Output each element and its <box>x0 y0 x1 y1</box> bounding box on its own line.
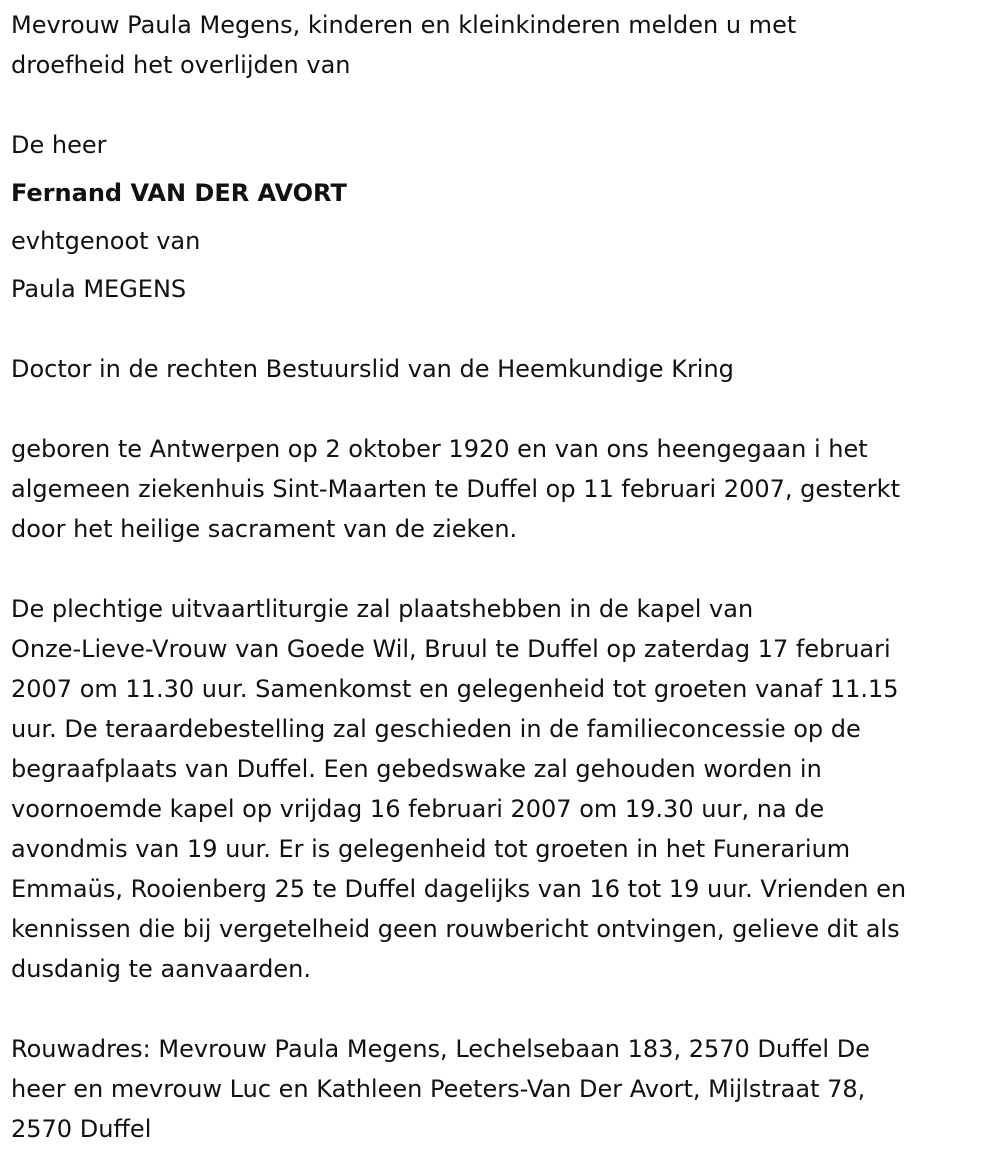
deceased-name: Fernand VAN DER AVORT <box>11 179 347 207</box>
spacer <box>11 549 996 589</box>
intro-line: Mevrouw Paula Megens, kinderen en kleinkinderen melden u met <box>11 11 797 39</box>
paragraph-line: De plechtige uitvaartliturgie zal plaatshebben in de kapel van <box>11 595 754 623</box>
paragraph-line: geboren te Antwerpen op 2 oktober 1920 en van ons heengegaan i het <box>11 435 868 463</box>
paragraph-line: voornoemde kapel op vrijdag 16 februari 2007 om 19.30 uur, na de <box>11 795 825 823</box>
birth-death-paragraph <box>11 429 996 549</box>
spacer <box>11 85 996 125</box>
titles-paragraph <box>11 349 996 389</box>
paragraph-line: door het heilige sacrament van de zieken. <box>11 515 518 543</box>
funeral-paragraph <box>11 589 996 989</box>
spacer <box>11 989 996 1029</box>
paragraph-line: 2007 om 11.30 uur. Samenkomst en gelegenheid tot groeten vanaf 11.15 <box>11 675 899 703</box>
paragraph-line: avondmis van 19 uur. Er is gelegenheid tot groeten in het Funerarium <box>11 835 851 863</box>
relation-text: evhtgenoot van <box>11 227 201 255</box>
deceased-block <box>11 125 996 309</box>
address-paragraph <box>11 1029 996 1149</box>
paragraph-line: dusdanig te aanvaarden. <box>11 955 311 983</box>
paragraph-line: Onze-Lieve-Vrouw van Goede Wil, Bruul te Duffel op zaterdag 17 februari <box>11 635 891 663</box>
paragraph-line: 2570 Duffel <box>11 1115 152 1143</box>
intro-paragraph <box>11 5 996 85</box>
obituary-document <box>11 5 996 1149</box>
paragraph-line: Emmaüs, Rooienberg 25 te Duffel dagelijks van 16 tot 19 uur. Vrienden en <box>11 875 907 903</box>
salutation: De heer <box>11 131 107 159</box>
intro-line: droefheid het overlijden van <box>11 51 351 79</box>
paragraph-line: Rouwadres: Mevrouw Paula Megens, Lechelsebaan 183, 2570 Duffel De <box>11 1035 870 1063</box>
spacer <box>11 309 996 349</box>
spacer <box>11 389 996 429</box>
titles-text: Doctor in de rechten Bestuurslid van de Heemkundige Kring <box>11 355 734 383</box>
paragraph-line: begraafplaats van Duffel. Een gebedswake zal gehouden worden in <box>11 755 822 783</box>
paragraph-line: uur. De teraardebestelling zal geschieden in de familieconcessie op de <box>11 715 861 743</box>
paragraph-line: heer en mevrouw Luc en Kathleen Peeters-Van Der Avort, Mijlstraat 78, <box>11 1075 866 1103</box>
paragraph-line: kennissen die bij vergetelheid geen rouwbericht ontvingen, gelieve dit als <box>11 915 900 943</box>
spouse-name: Paula MEGENS <box>11 275 187 303</box>
paragraph-line: algemeen ziekenhuis Sint-Maarten te Duffel op 11 februari 2007, gesterkt <box>11 475 900 503</box>
